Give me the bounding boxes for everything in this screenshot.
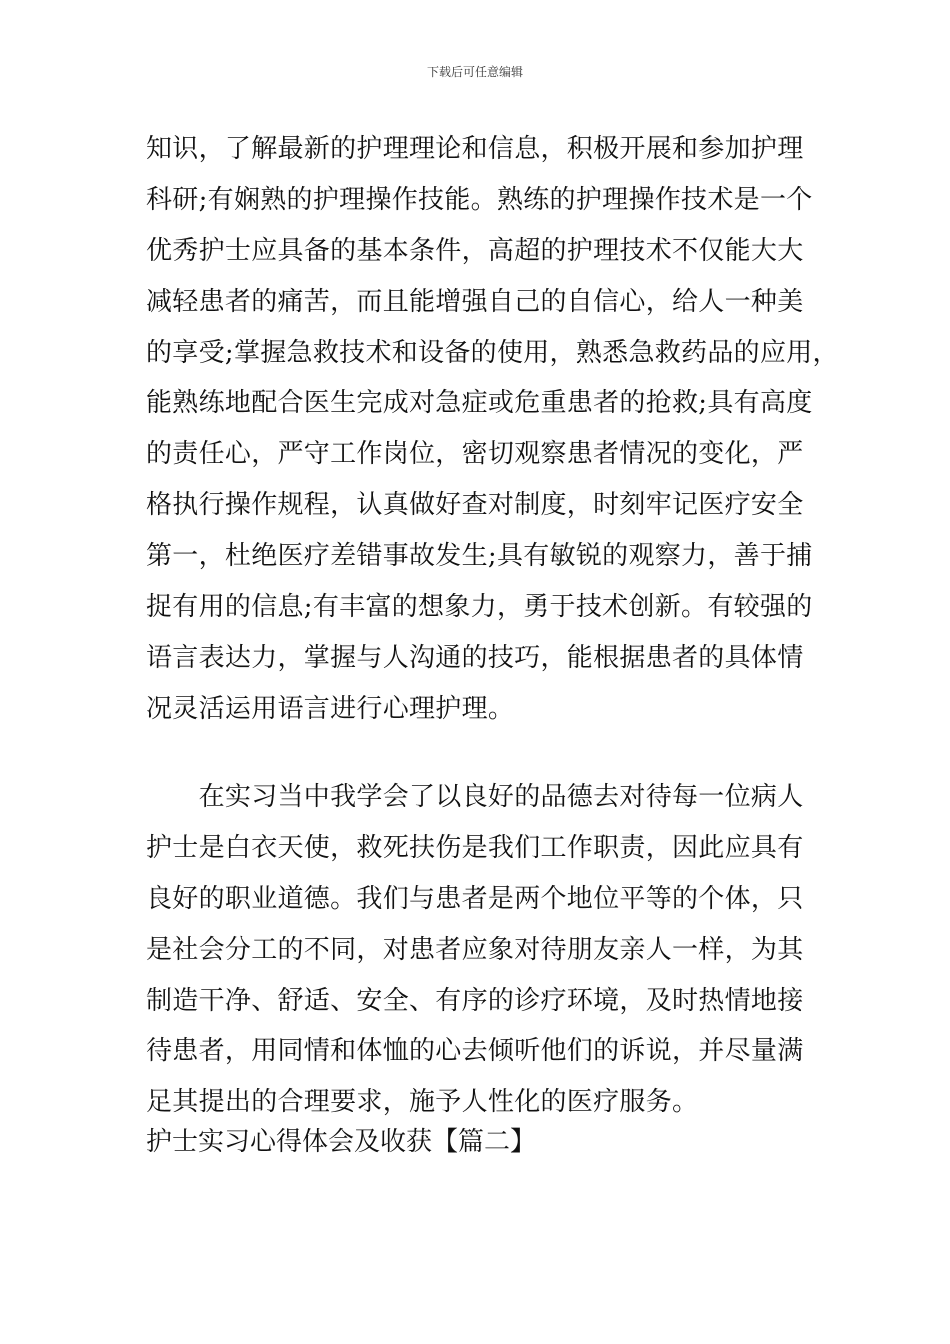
body-paragraph	[146, 772, 826, 1128]
paragraph-line: 良好的职业道德。我们与患者是两个地位平等的个体，只	[146, 883, 804, 914]
section-heading: 护士实习心得体会及收获【篇二】	[146, 1127, 537, 1157]
paragraph-line: 是社会分工的不同，对患者应象对待朋友亲人一样，为其	[146, 934, 804, 965]
paragraph-line: 足其提出的合理要求，施予人性化的医疗服务。	[146, 1087, 699, 1118]
paragraph-line: 的享受;掌握急救技术和设备的使用，熟悉急救药品的应用，	[146, 337, 839, 368]
paragraph-line: 科研;有娴熟的护理操作技能。熟练的护理操作技术是一个	[146, 184, 813, 215]
paragraph-line: 护士是白衣天使，救死扶伤是我们工作职责，因此应具有	[146, 832, 804, 863]
paragraph-line: 捉有用的信息;有丰富的想象力，勇于技术创新。有较强的	[146, 592, 813, 623]
paragraph-line: 语言表达力，掌握与人沟通的技巧，能根据患者的具体情	[146, 642, 804, 673]
paragraph-line: 在实习当中我学会了以良好的品德去对待每一位病人	[146, 782, 804, 812]
paragraph-line: 减轻患者的痛苦，而且能增强自己的自信心，给人一种美	[146, 286, 804, 317]
paragraph-line: 第一，杜绝医疗差错事故发生;具有敏锐的观察力，善于捕	[146, 541, 813, 572]
body-paragraph	[146, 124, 839, 735]
paragraph-line: 的责任心，严守工作岗位，密切观察患者情况的变化，严	[146, 439, 804, 470]
paragraph-line: 制造干净、舒适、安全、有序的诊疗环境，及时热情地接	[146, 985, 804, 1016]
paragraph-line: 待患者，用同情和体恤的心去倾听他们的诉说，并尽量满	[146, 1036, 804, 1067]
paragraph-line: 格执行操作规程，认真做好查对制度，时刻牢记医疗安全	[146, 490, 804, 521]
page-header: 下载后可任意编辑	[426, 65, 523, 79]
paragraph-line: 优秀护士应具备的基本条件，高超的护理技术不仅能大大	[146, 235, 804, 266]
paragraph-line: 知识，了解最新的护理理论和信息，积极开展和参加护理	[146, 134, 804, 164]
paragraph-line: 能熟练地配合医生完成对急症或危重患者的抢救;具有高度	[146, 388, 813, 419]
paragraph-line: 况灵活运用语言进行心理护理。	[146, 693, 515, 724]
